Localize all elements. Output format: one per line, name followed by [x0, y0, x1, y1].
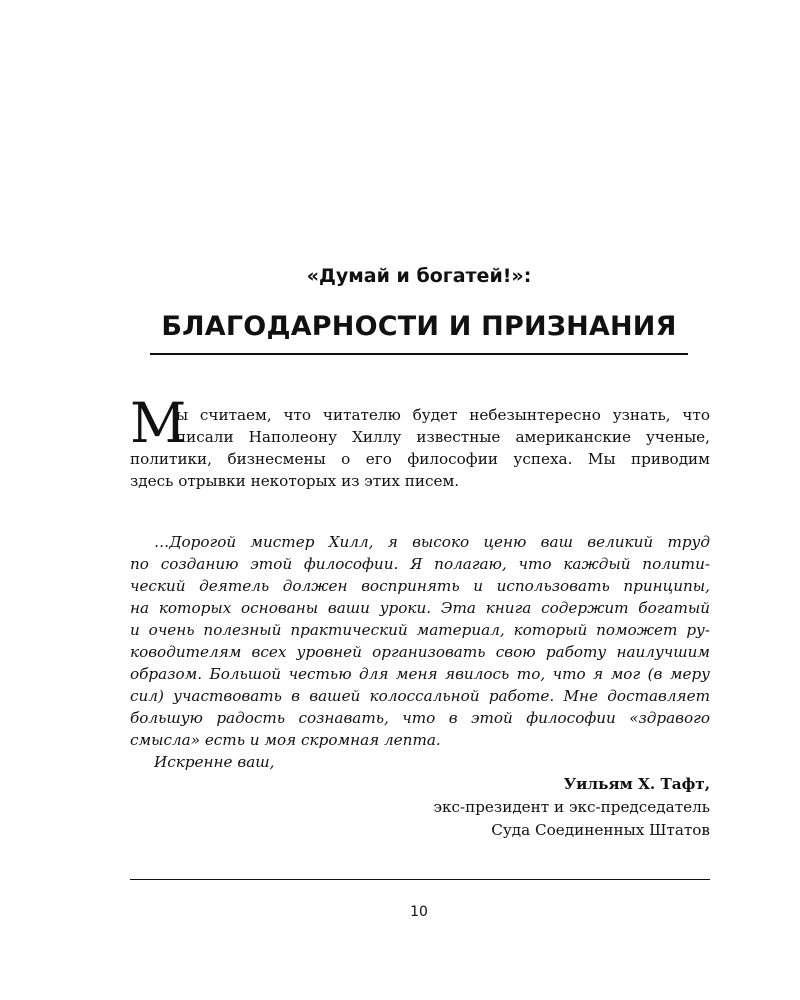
- letter-line: сил) участвовать в вашей колоссальной работе. Мне доставляет: [130, 687, 710, 705]
- letter-line: смысла» есть и моя скромная лепта.: [130, 731, 441, 749]
- letter-line: на которых основаны ваши уроки. Эта книга содержит богатый: [130, 599, 710, 617]
- letter-line: и очень полезный практический материал, который поможет ру-: [130, 621, 710, 639]
- signature-position: Суда Соединенных Штатов: [491, 821, 710, 839]
- page-number: 10: [410, 904, 428, 920]
- letter-line: образом. Большой честью для меня явилось то, что я мог (в меру: [130, 665, 710, 683]
- chapter-subtitle: «Думай и богатей!»:: [306, 265, 532, 287]
- letter-line: ческий деятель должен воспринять и использовать принципы,: [130, 577, 710, 595]
- letter-line: ководителям всех уровней организовать свою работу наилучшим: [130, 643, 710, 661]
- letter-closing: Искренне ваш,: [154, 753, 275, 771]
- intro-line: здесь отрывки некоторых из этих писем.: [130, 472, 460, 490]
- letter-line: по созданию этой философии. Я полагаю, что каждый полити-: [130, 555, 710, 573]
- signature-position: экс-президент и экс-председатель: [433, 798, 710, 816]
- intro-line: писали Наполеону Хиллу известные американские ученые,: [176, 428, 710, 446]
- drop-cap: М: [130, 391, 187, 455]
- signature-name: Уильям Х. Тафт,: [563, 775, 710, 793]
- intro-line: политики, бизнесмены о его философии успеха. Мы приводим: [130, 450, 710, 468]
- footer-divider: [130, 879, 710, 880]
- intro-paragraph: [130, 404, 710, 492]
- intro-line: ы считаем, что читателю будет небезынтересно узнать, что: [176, 406, 710, 424]
- letter-line: большую радость сознавать, что в этой философии «здравого: [130, 709, 710, 727]
- chapter-title: БЛАГОДАРНОСТИ И ПРИЗНАНИЯ: [161, 311, 677, 342]
- signature-block: [433, 773, 710, 842]
- letter-line: …Дорогой мистер Хилл, я высоко ценю ваш великий труд: [154, 533, 710, 551]
- title-underline: [150, 353, 688, 355]
- letter-quote: [130, 531, 710, 751]
